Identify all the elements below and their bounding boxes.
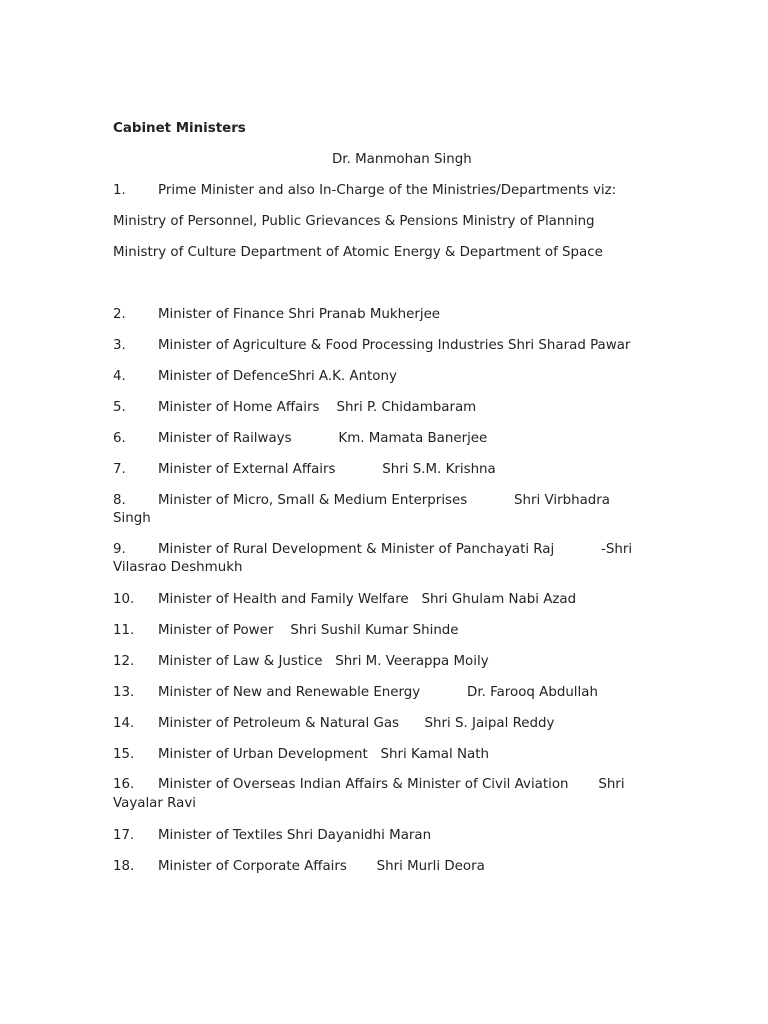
list-item-9-continuation: Vilasrao Deshmukh	[113, 560, 243, 575]
item-number: 7.	[113, 462, 126, 477]
item-text: Minister of Corporate Affairs Shri Murli Deora	[158, 859, 485, 874]
item-text: Minister of Micro, Small & Medium Enterprises Shri Virbhadra	[158, 493, 611, 508]
item-text: Minister of Health and Family Welfare Shri Ghulam Nabi Azad	[158, 592, 577, 607]
item-number: 16.	[113, 777, 135, 792]
item-number: 3.	[113, 338, 126, 353]
list-item-16-continuation: Vayalar Ravi	[113, 796, 197, 811]
item-text: Minister of Power Shri Sushil Kumar Shinde	[158, 623, 459, 638]
pm-portfolio-line-1: Ministry of Personnel, Public Grievances & Pensions Ministry of Planning	[113, 214, 595, 229]
item-number: 2.	[113, 307, 126, 322]
item-number: 12.	[113, 654, 135, 669]
item-text: Minister of Home Affairs Shri P. Chidambaram	[158, 400, 477, 415]
prime-minister-name: Dr. Manmohan Singh	[332, 152, 472, 167]
item-number: 17.	[113, 828, 135, 843]
item-number: 14.	[113, 716, 135, 731]
item-number: 8.	[113, 493, 126, 508]
item-number: 18.	[113, 859, 135, 874]
item-text: Minister of Railways Km. Mamata Banerjee	[158, 431, 488, 446]
item-text: Minister of New and Renewable Energy Dr. Farooq Abdullah	[158, 685, 598, 700]
item-text: Minister of Rural Development & Minister of Panchayati Raj -Shri	[158, 542, 633, 557]
list-item-8-continuation: Singh	[113, 511, 151, 526]
item-number: 9.	[113, 542, 126, 557]
item-number: 11.	[113, 623, 135, 638]
item-text: Minister of Petroleum & Natural Gas Shri S. Jaipal Reddy	[158, 716, 555, 731]
item-text: Minister of Agriculture & Food Processing Industries Shri Sharad Pawar	[158, 338, 631, 353]
item-text: Minister of Urban Development Shri Kamal Nath	[158, 747, 489, 762]
item-number: 1.	[113, 183, 126, 198]
item-number: 5.	[113, 400, 126, 415]
item-text: Minister of External Affairs Shri S.M. Krishna	[158, 462, 496, 477]
item-text: Prime Minister and also In-Charge of the Ministries/Departments viz:	[158, 183, 617, 198]
item-text: Minister of DefenceShri A.K. Antony	[158, 369, 397, 384]
item-number: 13.	[113, 685, 135, 700]
item-text: Minister of Overseas Indian Affairs & Minister of Civil Aviation Shri	[158, 777, 625, 792]
item-number: 6.	[113, 431, 126, 446]
item-number: 4.	[113, 369, 126, 384]
page-title: Cabinet Ministers	[113, 121, 246, 136]
item-text: Minister of Textiles Shri Dayanidhi Maran	[158, 828, 432, 843]
item-text: Minister of Finance Shri Pranab Mukherjee	[158, 307, 441, 322]
item-number: 15.	[113, 747, 135, 762]
item-text: Minister of Law & Justice Shri M. Veerappa Moily	[158, 654, 489, 669]
pm-portfolio-line-2: Ministry of Culture Department of Atomic Energy & Department of Space	[113, 245, 603, 260]
item-number: 10.	[113, 592, 135, 607]
